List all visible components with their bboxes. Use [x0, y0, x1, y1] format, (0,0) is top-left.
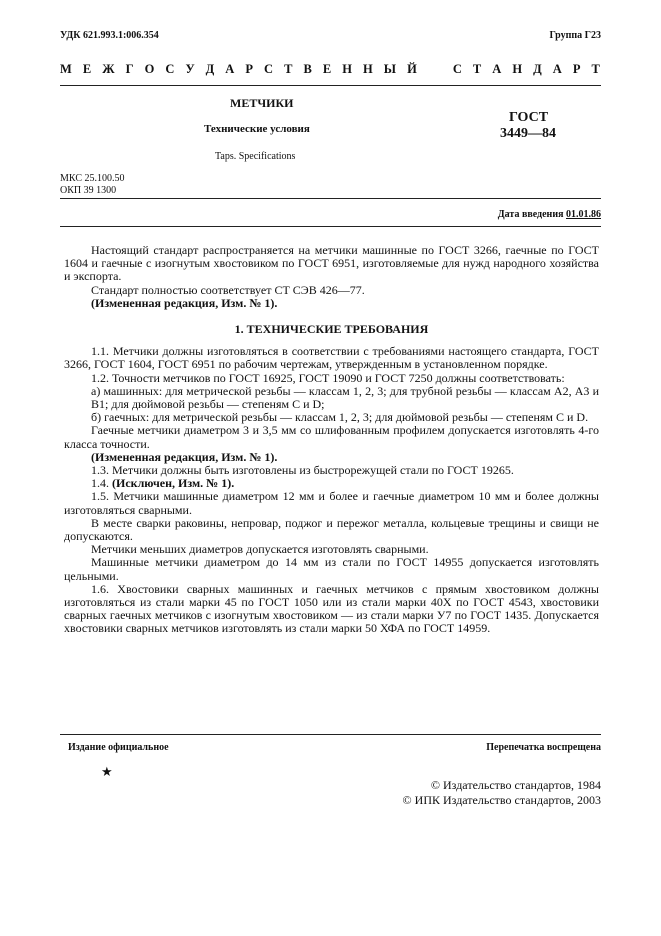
banner-letter: Е	[322, 62, 332, 76]
group-code: Группа Г23	[549, 30, 601, 41]
banner-letter: А	[225, 62, 235, 76]
preamble: Настоящий стандарт распространяется на метчики машинные по ГОСТ 3266, гаечные по ГОСТ 1604 и гаечные с изогнутым хвостовиком по ГОСТ 6951, изготовляемые для нужд народного хозяйства и экспорта.	[64, 243, 599, 284]
sev-compliance: Стандарт полностью соответствует СТ СЭВ 426—77.	[91, 282, 365, 297]
copyright-2003: © ИПК Издательство стандартов, 2003	[402, 793, 601, 807]
banner-letter: Ж	[102, 62, 115, 76]
clause-1-2-b: б) гаечных: для метрической резьбы — классам 1, 2, 3; для дюймовой резьбы — степеням С и D.	[91, 410, 589, 425]
copyright-1984: © Издательство стандартов, 1984	[430, 778, 601, 792]
banner-letter: Н	[512, 62, 523, 76]
banner-letter: Т	[472, 62, 482, 76]
banner-letter: А	[492, 62, 502, 76]
clause-1-1: 1.1. Метчики должны изготовляться в соответствии с требованиями настоящего стандарта, ГОСТ 3266, ГОСТ 1604, ГОСТ 6951 по рабочим чертежам, утвержденным в установленном порядке.	[64, 344, 599, 372]
amendment-note: (Измененная редакция, Изм. № 1).	[91, 295, 278, 310]
footer-rule	[60, 734, 601, 735]
banner-letter: А	[552, 62, 562, 76]
gost-number: 3449—84	[500, 126, 556, 141]
banner-letter: М	[60, 62, 72, 76]
clause-1-2-c: Гаечные метчики диаметром 3 и 3,5 мм со шлифованным профилем допускается изготовлять 4-го класса точности.	[64, 423, 599, 451]
date-rule	[60, 226, 601, 227]
banner-letter: Т	[591, 62, 600, 76]
banner-letter: Ы	[383, 62, 397, 76]
clause-1-3: 1.3. Метчики должны быть изготовлены из быстрорежущей стали по ГОСТ 19265.	[91, 463, 514, 478]
okp-code: ОКП 39 1300	[60, 185, 117, 196]
document-body	[64, 244, 599, 636]
clause-1-5-b: Метчики меньших диаметров допускается изготовлять сварными.	[91, 542, 429, 557]
banner-letter: С	[264, 62, 274, 76]
star-icon: ★	[101, 764, 113, 779]
title-rule	[60, 198, 601, 199]
udk-code: УДК 621.993.1:006.354	[60, 30, 159, 41]
banner-letter: Д	[205, 62, 215, 76]
banner-letter: Р	[245, 62, 253, 76]
banner-letter: С	[165, 62, 175, 76]
banner-letter: Т	[284, 62, 293, 76]
clause-1-2: 1.2. Точности метчиков по ГОСТ 16925, ГОСТ 19090 и ГОСТ 7250 должны соответствовать:	[91, 370, 565, 385]
banner-letter: Е	[82, 62, 92, 76]
banner-letter: Н	[362, 62, 373, 76]
mks-code: МКС 25.100.50	[60, 173, 125, 184]
standard-banner	[60, 62, 600, 77]
banner-letter: Д	[533, 62, 542, 76]
banner-letter: В	[303, 62, 312, 76]
document-title: МЕТЧИКИ	[230, 96, 294, 110]
clause-1-2-a-text: а) машинных: для метрической резьбы — классам 1, 2, 3; для трубной резьбы — классам А2, А3 и В1; для дюймовой резьбы — степеням С и D;	[91, 383, 599, 412]
clause-1-4-text: (Исключен, Изм. № 1).	[112, 476, 235, 491]
clause-1-4-number: 1.4.	[91, 476, 112, 491]
banner-letter: Г	[125, 62, 134, 76]
document-subtitle: Технические условия	[204, 123, 310, 135]
banner-letter: С	[452, 62, 462, 76]
official-edition: Издание официальное	[68, 742, 169, 753]
header-rule	[60, 85, 601, 86]
amendment-note: (Измененная редакция, Изм. № 1).	[91, 449, 278, 464]
introduction-date	[498, 209, 601, 220]
introduction-date-value: 01.01.86	[566, 209, 601, 220]
reprint-forbidden: Перепечатка воспрещена	[486, 742, 601, 753]
clause-1-2-a	[64, 385, 599, 411]
banner-letter: О	[144, 62, 155, 76]
clause-1-5: 1.5. Метчики машинные диаметром 12 мм и более и гаечные диаметром 10 мм и более должны изготовляться сварными.	[64, 489, 599, 517]
section-title: 1. ТЕХНИЧЕСКИЕ ТРЕБОВАНИЯ	[234, 322, 429, 337]
banner-letter: Н	[342, 62, 352, 76]
banner-letter: Й	[407, 62, 417, 76]
clause-1-6: 1.6. Хвостовики сварных машинных и гаечных метчиков с прямым хвостовиком должны изготовляться из стали марки 45 по ГОСТ 1050 или из стали марки 40Х по ГОСТ 4543, хвостовики сварных гаечных метчиков с изогнутым хвостовиком — из стали марки У7 по ГОСТ 1435. Допускается хвостовики сварных метчиков изготовлять из стали марки 50 ХФА по ГОСТ 14959.	[64, 581, 599, 636]
banner-letter: У	[185, 62, 195, 76]
introduction-date-label: Дата введения	[497, 209, 566, 220]
banner-letter: Р	[572, 62, 581, 76]
english-title: Taps. Specifications	[215, 151, 296, 162]
clause-1-5-c: Машинные метчики диаметром до 14 мм из стали по ГОСТ 14955 допускается изготовлять цельными.	[64, 555, 599, 583]
gost-label: ГОСТ	[509, 110, 549, 125]
clause-1-5-a: В месте сварки раковины, непровар, поджог и пережог металла, кольцевые трещины и свищи не допускаются.	[64, 515, 599, 544]
